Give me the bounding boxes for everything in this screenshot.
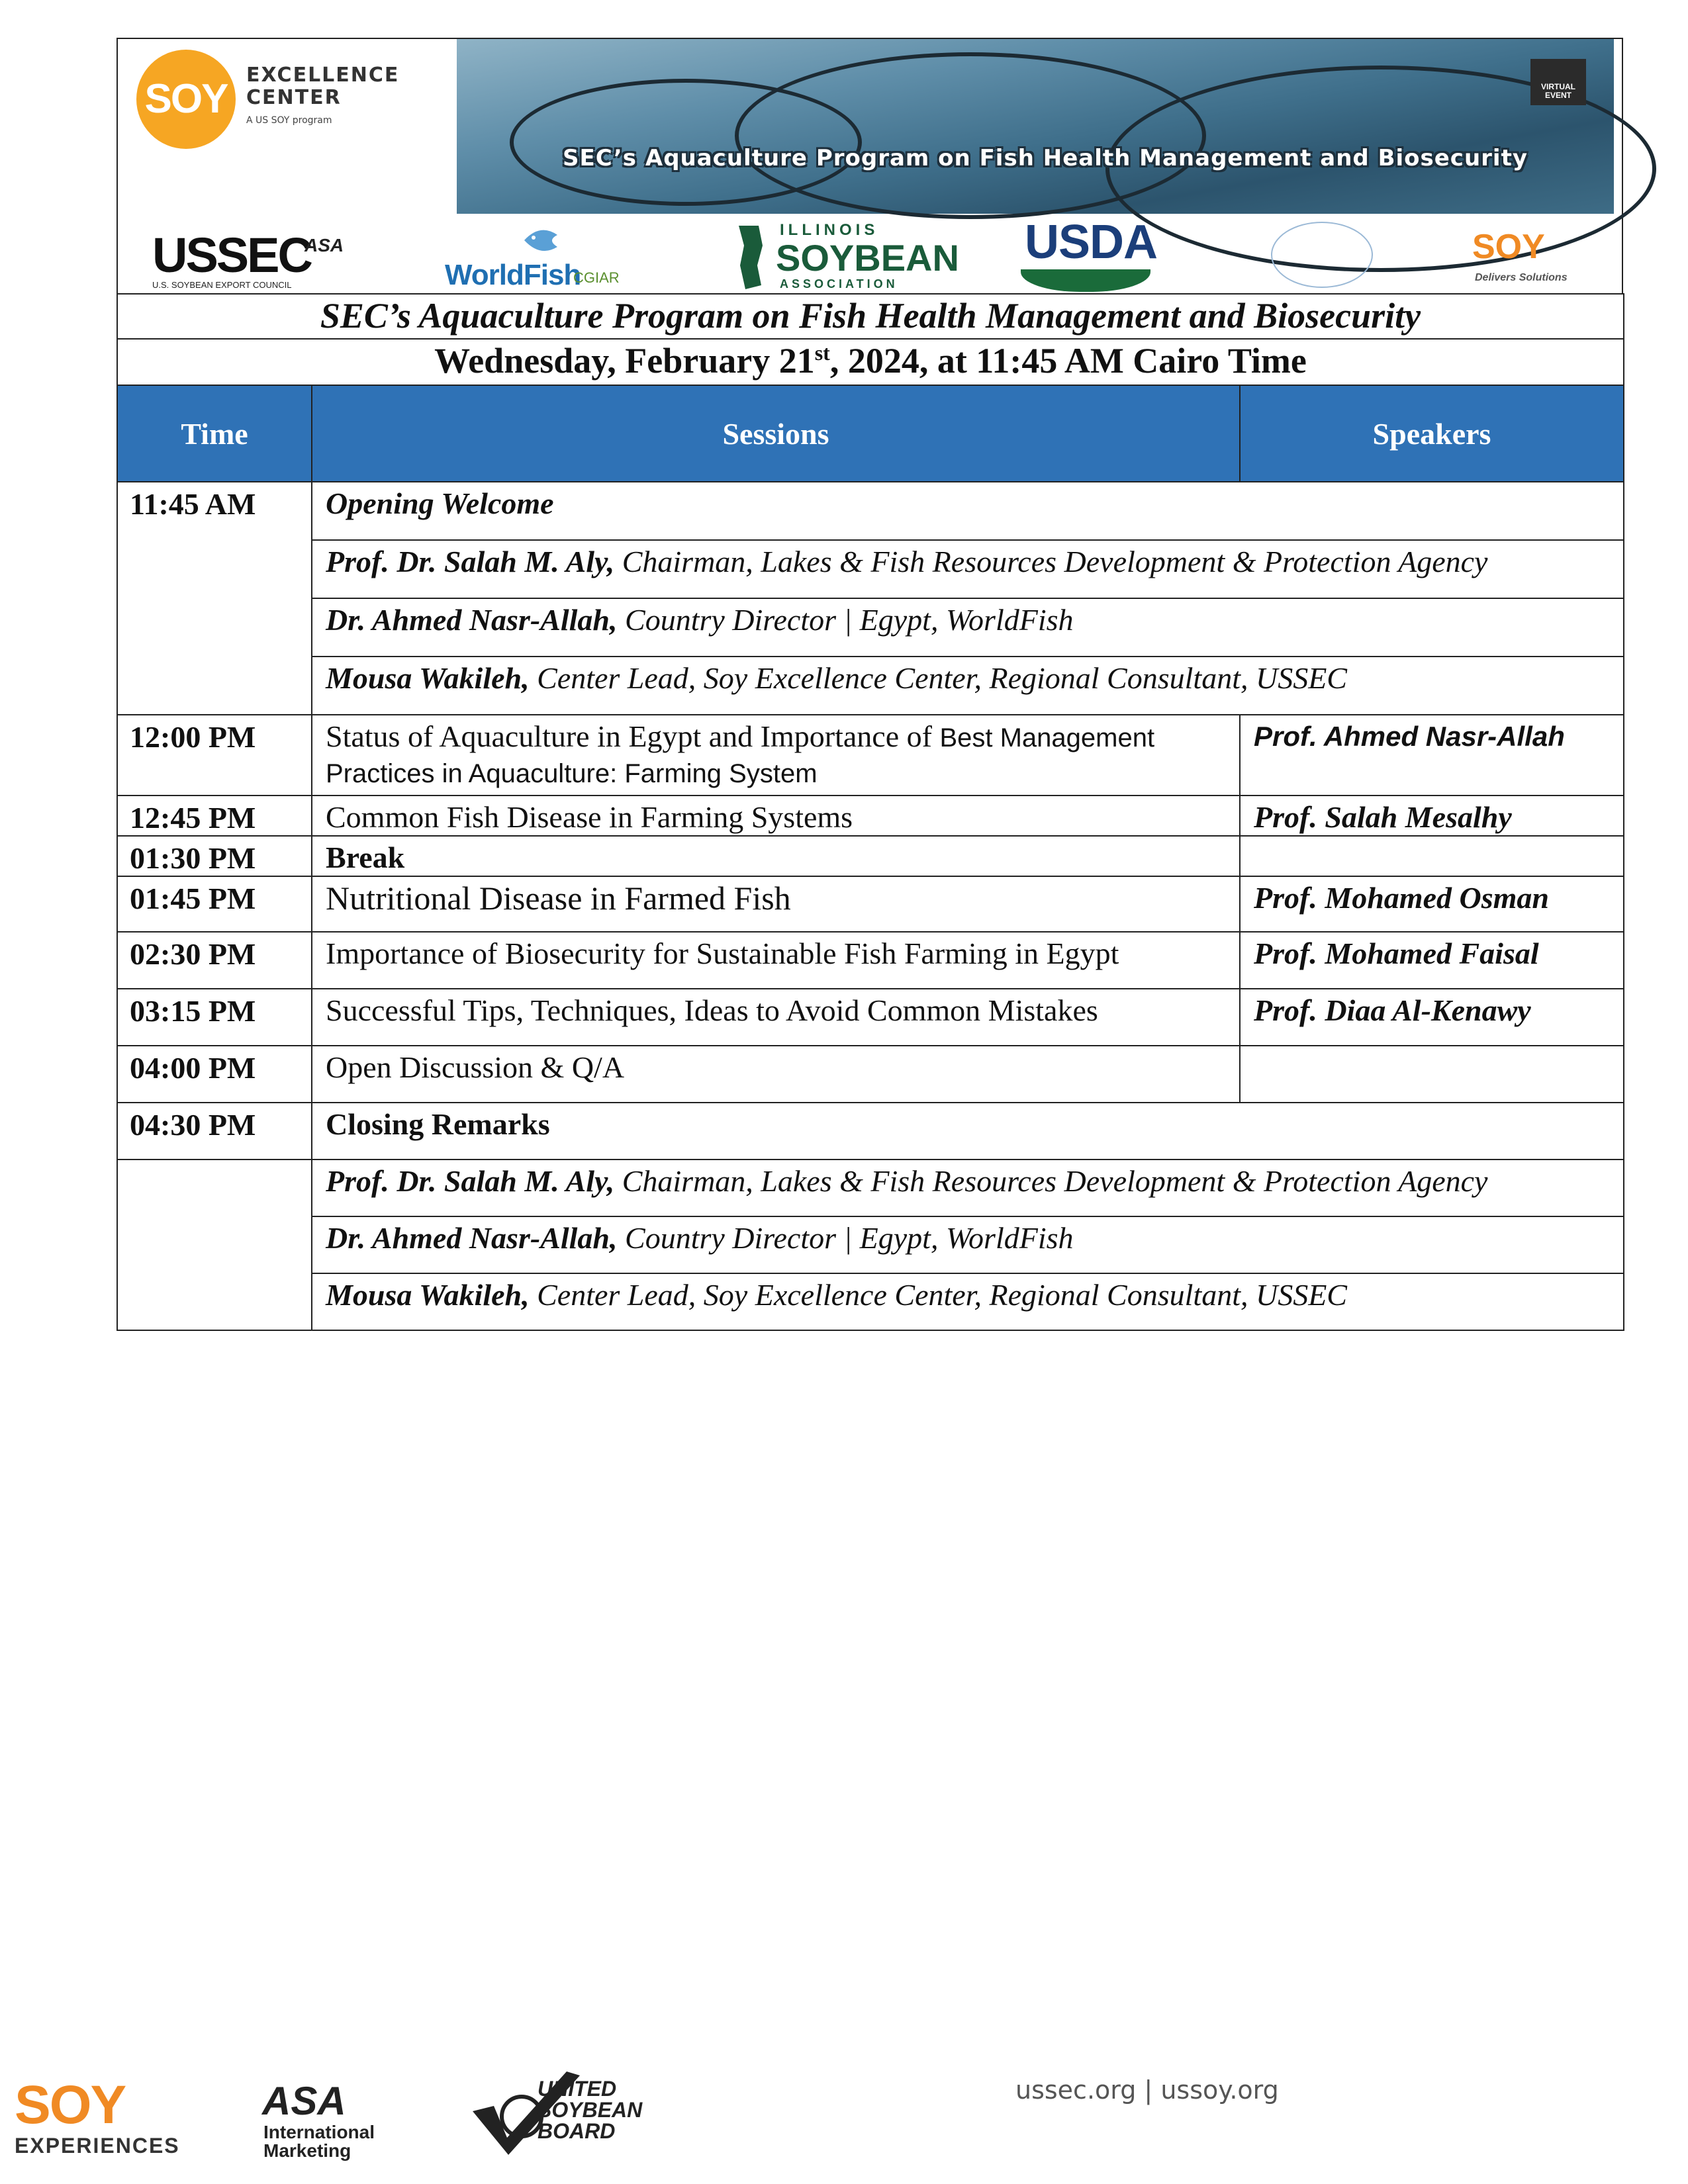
usda-logo: USDA xyxy=(1025,216,1158,269)
closing-person: Dr. Ahmed Nasr-Allah, Country Director | Egypt, WorldFish xyxy=(312,1216,1624,1273)
session-speaker xyxy=(1240,836,1624,876)
agency-seal-logo xyxy=(1271,222,1373,288)
session-title: Nutritional Disease in Farmed Fish xyxy=(312,876,1240,932)
session-time: 01:45 PM xyxy=(117,876,312,932)
program-title-row xyxy=(117,294,1624,339)
svg-text:ILLINOIS: ILLINOIS xyxy=(780,221,879,239)
table-row xyxy=(117,715,1624,796)
table-row xyxy=(117,836,1624,876)
session-title: Break xyxy=(312,836,1240,876)
table-row xyxy=(117,932,1624,989)
session-title: Status of Aquaculture in Egypt and Importance of Best Management Practices in Aquaculture: Farming System xyxy=(312,715,1240,796)
session-time: 12:00 PM xyxy=(117,715,312,796)
table-row xyxy=(117,989,1624,1046)
asa-logo-sub: International Marketing xyxy=(263,2122,375,2161)
header-banner xyxy=(117,38,1623,293)
session-speaker: Prof. Ahmed Nasr-Allah xyxy=(1240,715,1624,796)
banner-title: SEC’s Aquaculture Program on Fish Health Management and Biosecurity xyxy=(562,145,1528,171)
session-title: Importance of Biosecurity for Sustainable Fish Farming in Egypt xyxy=(312,932,1240,989)
footer-links[interactable]: ussec.org | ussoy.org xyxy=(1015,2075,1279,2105)
svg-text:SOYBEAN: SOYBEAN xyxy=(776,237,959,279)
worldfish-fish-icon xyxy=(520,220,563,260)
us-soy-logo-sub: Delivers Solutions xyxy=(1475,272,1568,283)
program-sheet xyxy=(117,38,1623,1331)
closing-person: Mousa Wakileh, Center Lead, Soy Excellence Center, Regional Consultant, USSEC xyxy=(312,1273,1624,1330)
sec-logo-line1: EXCELLENCE xyxy=(246,64,400,87)
united-soybean-board-logo: UNITED SOYBEAN BOARD xyxy=(538,2077,643,2143)
opening-person: Prof. Dr. Salah M. Aly, Chairman, Lakes & Fish Resources Development & Protection Agency xyxy=(312,540,1624,598)
session-speaker: Prof. Diaa Al-Kenawy xyxy=(1240,989,1624,1046)
program-title: SEC’s Aquaculture Program on Fish Health Management and Biosecurity xyxy=(117,294,1624,339)
closing-person: Prof. Dr. Salah M. Aly, Chairman, Lakes & Fish Resources Development & Protection Agency xyxy=(312,1160,1624,1216)
table-row xyxy=(117,540,1624,598)
closing-empty-time xyxy=(117,1160,312,1330)
session-speaker: Prof. Mohamed Faisal xyxy=(1240,932,1624,989)
closing-time: 04:30 PM xyxy=(117,1103,312,1160)
session-time: 01:30 PM xyxy=(117,836,312,876)
opening-person: Dr. Ahmed Nasr-Allah, Country Director | Egypt, WorldFish xyxy=(312,598,1624,657)
table-row xyxy=(117,1046,1624,1103)
table-row xyxy=(117,1216,1624,1273)
soy-circle-logo: SOY xyxy=(136,50,236,149)
illinois-soybean-logo xyxy=(732,219,959,293)
cgiar-logo: CGIAR xyxy=(573,269,620,286)
virtual-event-badge: VIRTUAL EVENT xyxy=(1530,59,1586,105)
table-row xyxy=(117,657,1624,715)
opening-time: 11:45 AM xyxy=(117,482,312,715)
session-time: 12:45 PM xyxy=(117,796,312,836)
table-row xyxy=(117,1160,1624,1216)
table-row xyxy=(117,1273,1624,1330)
table-row xyxy=(117,796,1624,836)
asa-international-marketing-logo: ASA xyxy=(262,2079,346,2123)
table-row xyxy=(117,876,1624,932)
table-row xyxy=(117,482,1624,540)
ussec-logo: USSEC xyxy=(152,228,311,283)
session-speaker xyxy=(1240,1046,1624,1103)
header-time: Time xyxy=(117,385,312,482)
program-date-row xyxy=(117,339,1624,385)
us-soy-experiences-logo: SOY xyxy=(15,2075,126,2135)
aquaculture-photo xyxy=(457,39,1614,214)
header-speakers: Speakers xyxy=(1240,385,1624,482)
table-row xyxy=(117,598,1624,657)
us-soy-experiences-sub: EXPERIENCES xyxy=(15,2134,180,2158)
session-time: 03:15 PM xyxy=(117,989,312,1046)
partner-logos xyxy=(118,215,1622,295)
svg-text:ASSOCIATION: ASSOCIATION xyxy=(780,277,898,291)
program-date: Wednesday, February 21st, 2024, at 11:45 AM Cairo Time xyxy=(117,339,1624,385)
opening-person: Mousa Wakileh, Center Lead, Soy Excellence Center, Regional Consultant, USSEC xyxy=(312,657,1624,715)
agenda-table xyxy=(117,293,1624,1331)
session-time: 02:30 PM xyxy=(117,932,312,989)
usda-logo-swoosh xyxy=(1021,269,1150,292)
session-speaker: Prof. Mohamed Osman xyxy=(1240,876,1624,932)
asa-logo: ASA xyxy=(305,235,344,255)
closing-title: Closing Remarks xyxy=(312,1103,1624,1160)
table-row xyxy=(117,1103,1624,1160)
header-sessions: Sessions xyxy=(312,385,1240,482)
us-soy-logo: SOY xyxy=(1472,228,1545,266)
page-footer xyxy=(0,2052,1688,2164)
session-title: Open Discussion & Q/A xyxy=(312,1046,1240,1103)
sec-logo-sub: A US SOY program xyxy=(246,115,332,126)
session-time: 04:00 PM xyxy=(117,1046,312,1103)
ussec-logo-sub: U.S. SOYBEAN EXPORT COUNCIL xyxy=(152,280,292,290)
opening-title: Opening Welcome xyxy=(312,482,1624,540)
table-header xyxy=(117,385,1624,482)
session-title: Common Fish Disease in Farming Systems xyxy=(312,796,1240,836)
sec-logo-line2: CENTER xyxy=(246,86,342,109)
session-speaker: Prof. Salah Mesalhy xyxy=(1240,796,1624,836)
soy-excellence-center-logo xyxy=(136,44,414,163)
session-title: Successful Tips, Techniques, Ideas to Avoid Common Mistakes xyxy=(312,989,1240,1046)
worldfish-logo: WorldFish xyxy=(445,259,581,291)
